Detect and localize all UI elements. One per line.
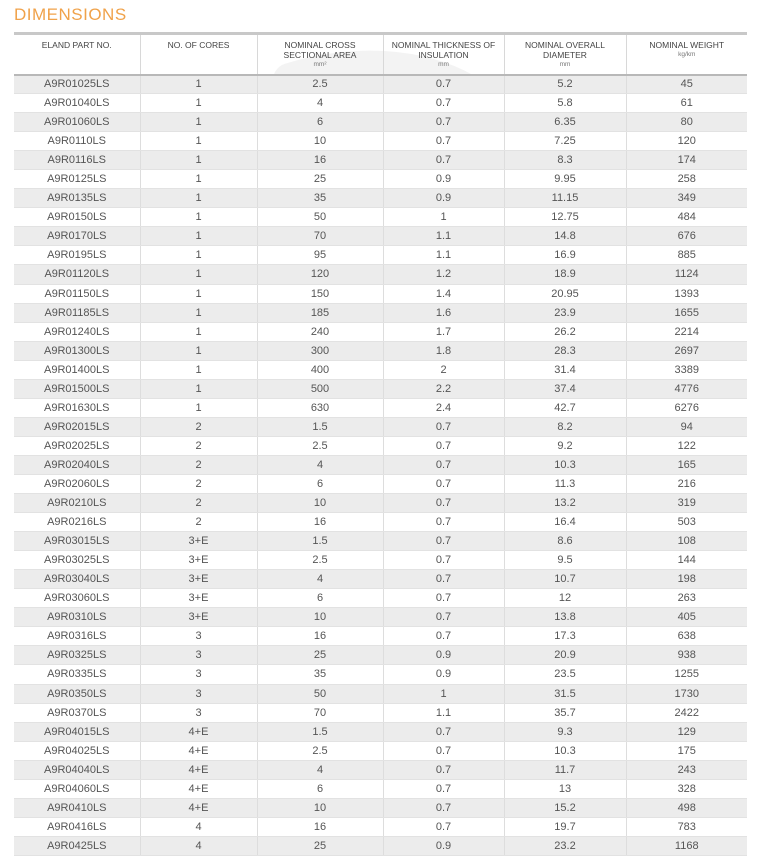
table-row (14, 246, 747, 265)
table-row (14, 189, 747, 208)
part-number-cell: A9R0195LS (14, 246, 140, 265)
cores-cell: 3+E (140, 589, 257, 608)
cross-section-cell: 25 (257, 170, 383, 189)
column-header-part-no: ELAND PART NO. (14, 34, 140, 75)
cores-cell: 3 (140, 665, 257, 684)
diameter-cell: 15.2 (504, 798, 626, 817)
weight-cell: 216 (626, 474, 747, 493)
weight-cell: 676 (626, 227, 747, 246)
cross-section-cell: 2.5 (257, 75, 383, 94)
part-number-cell: A9R0425LS (14, 836, 140, 855)
weight-cell: 258 (626, 170, 747, 189)
insulation-cell: 0.9 (383, 170, 504, 189)
diameter-cell: 11.15 (504, 189, 626, 208)
weight-cell: 144 (626, 551, 747, 570)
part-number-cell: A9R0325LS (14, 646, 140, 665)
table-row (14, 170, 747, 189)
cross-section-cell: 1.5 (257, 417, 383, 436)
diameter-cell: 28.3 (504, 341, 626, 360)
part-number-cell: A9R0125LS (14, 170, 140, 189)
diameter-cell: 16.9 (504, 246, 626, 265)
insulation-cell: 1.7 (383, 322, 504, 341)
part-number-cell: A9R0170LS (14, 227, 140, 246)
diameter-cell: 8.3 (504, 151, 626, 170)
diameter-cell: 35.7 (504, 703, 626, 722)
cores-cell: 4+E (140, 779, 257, 798)
diameter-cell: 18.9 (504, 265, 626, 284)
weight-cell: 1168 (626, 836, 747, 855)
cross-section-cell: 70 (257, 703, 383, 722)
cross-section-cell: 50 (257, 208, 383, 227)
diameter-cell: 11.3 (504, 474, 626, 493)
table-row (14, 455, 747, 474)
part-number-cell: A9R01300LS (14, 341, 140, 360)
cores-cell: 2 (140, 417, 257, 436)
cores-cell: 2 (140, 513, 257, 532)
table-row (14, 208, 747, 227)
insulation-cell: 2.2 (383, 379, 504, 398)
cross-section-cell: 630 (257, 398, 383, 417)
diameter-cell: 13 (504, 779, 626, 798)
diameter-cell: 19.7 (504, 817, 626, 836)
weight-cell: 174 (626, 151, 747, 170)
cross-section-cell: 50 (257, 684, 383, 703)
insulation-cell: 0.7 (383, 436, 504, 455)
insulation-cell: 1.6 (383, 303, 504, 322)
insulation-cell: 0.7 (383, 113, 504, 132)
table-row (14, 760, 747, 779)
part-number-cell: A9R01120LS (14, 265, 140, 284)
diameter-cell: 26.2 (504, 322, 626, 341)
diameter-cell: 9.95 (504, 170, 626, 189)
insulation-cell: 2.4 (383, 398, 504, 417)
weight-cell: 4776 (626, 379, 747, 398)
diameter-cell: 13.8 (504, 608, 626, 627)
column-header-insulation: NOMINAL THICKNESS OF INSULATION mm (383, 34, 504, 75)
table-row (14, 627, 747, 646)
diameter-cell: 8.2 (504, 417, 626, 436)
cross-section-cell: 500 (257, 379, 383, 398)
part-number-cell: A9R04040LS (14, 760, 140, 779)
insulation-cell: 0.7 (383, 75, 504, 94)
insulation-cell: 1.4 (383, 284, 504, 303)
diameter-cell: 10.7 (504, 570, 626, 589)
cross-section-cell: 1.5 (257, 722, 383, 741)
table-row (14, 608, 747, 627)
cross-section-cell: 10 (257, 494, 383, 513)
part-number-cell: A9R0316LS (14, 627, 140, 646)
cores-cell: 1 (140, 379, 257, 398)
insulation-cell: 1 (383, 684, 504, 703)
table-row (14, 94, 747, 113)
cross-section-cell: 185 (257, 303, 383, 322)
table-row (14, 284, 747, 303)
weight-cell: 1393 (626, 284, 747, 303)
cross-section-cell: 10 (257, 608, 383, 627)
table-row (14, 227, 747, 246)
cores-cell: 1 (140, 398, 257, 417)
table-row (14, 398, 747, 417)
part-number-cell: A9R01185LS (14, 303, 140, 322)
cores-cell: 1 (140, 265, 257, 284)
diameter-cell: 14.8 (504, 227, 626, 246)
insulation-cell: 0.7 (383, 532, 504, 551)
table-row (14, 360, 747, 379)
part-number-cell: A9R02015LS (14, 417, 140, 436)
cores-cell: 2 (140, 474, 257, 493)
table-row (14, 513, 747, 532)
part-number-cell: A9R02040LS (14, 455, 140, 474)
cores-cell: 2 (140, 436, 257, 455)
table-row (14, 417, 747, 436)
cores-cell: 1 (140, 113, 257, 132)
cross-section-cell: 2.5 (257, 551, 383, 570)
table-row (14, 646, 747, 665)
cross-section-cell: 2.5 (257, 741, 383, 760)
table-row (14, 532, 747, 551)
part-number-cell: A9R01060LS (14, 113, 140, 132)
weight-cell: 885 (626, 246, 747, 265)
weight-cell: 2697 (626, 341, 747, 360)
table-row (14, 665, 747, 684)
part-number-cell: A9R0416LS (14, 817, 140, 836)
cores-cell: 1 (140, 322, 257, 341)
diameter-cell: 9.3 (504, 722, 626, 741)
cores-cell: 4+E (140, 741, 257, 760)
part-number-cell: A9R0370LS (14, 703, 140, 722)
column-header-weight: NOMINAL WEIGHT kg/km (626, 34, 747, 75)
part-number-cell: A9R01040LS (14, 94, 140, 113)
weight-cell: 405 (626, 608, 747, 627)
cross-section-cell: 16 (257, 151, 383, 170)
dimensions-table (14, 32, 747, 856)
part-number-cell: A9R0135LS (14, 189, 140, 208)
table-row (14, 722, 747, 741)
diameter-cell: 31.4 (504, 360, 626, 379)
cross-section-cell: 4 (257, 570, 383, 589)
table-row (14, 151, 747, 170)
diameter-cell: 37.4 (504, 379, 626, 398)
table-row (14, 75, 747, 94)
cross-section-cell: 120 (257, 265, 383, 284)
diameter-cell: 12 (504, 589, 626, 608)
diameter-cell: 12.75 (504, 208, 626, 227)
cross-section-cell: 240 (257, 322, 383, 341)
cores-cell: 1 (140, 132, 257, 151)
weight-cell: 263 (626, 589, 747, 608)
weight-cell: 638 (626, 627, 747, 646)
cross-section-cell: 70 (257, 227, 383, 246)
diameter-cell: 16.4 (504, 513, 626, 532)
part-number-cell: A9R0335LS (14, 665, 140, 684)
cores-cell: 3 (140, 646, 257, 665)
weight-cell: 3389 (626, 360, 747, 379)
table-row (14, 570, 747, 589)
insulation-cell: 0.7 (383, 608, 504, 627)
insulation-cell: 0.9 (383, 646, 504, 665)
diameter-cell: 10.3 (504, 741, 626, 760)
cores-cell: 1 (140, 94, 257, 113)
cross-section-cell: 4 (257, 455, 383, 474)
cores-cell: 4+E (140, 760, 257, 779)
cross-section-cell: 2.5 (257, 436, 383, 455)
cores-cell: 3 (140, 684, 257, 703)
insulation-cell: 1.1 (383, 703, 504, 722)
cores-cell: 1 (140, 303, 257, 322)
insulation-cell: 0.9 (383, 665, 504, 684)
weight-cell: 783 (626, 817, 747, 836)
cores-cell: 2 (140, 494, 257, 513)
part-number-cell: A9R02025LS (14, 436, 140, 455)
diameter-cell: 7.25 (504, 132, 626, 151)
table-row (14, 798, 747, 817)
insulation-cell: 0.9 (383, 836, 504, 855)
cores-cell: 1 (140, 227, 257, 246)
weight-cell: 503 (626, 513, 747, 532)
part-number-cell: A9R0216LS (14, 513, 140, 532)
insulation-cell: 1.8 (383, 341, 504, 360)
cross-section-cell: 25 (257, 836, 383, 855)
cross-section-cell: 35 (257, 189, 383, 208)
diameter-cell: 20.95 (504, 284, 626, 303)
table-row (14, 303, 747, 322)
part-number-cell: A9R01025LS (14, 75, 140, 94)
cross-section-cell: 35 (257, 665, 383, 684)
cross-section-cell: 300 (257, 341, 383, 360)
cores-cell: 4 (140, 836, 257, 855)
column-header-cores: NO. OF CORES (140, 34, 257, 75)
weight-cell: 175 (626, 741, 747, 760)
diameter-cell: 17.3 (504, 627, 626, 646)
cores-cell: 1 (140, 341, 257, 360)
cross-section-cell: 150 (257, 284, 383, 303)
weight-cell: 938 (626, 646, 747, 665)
cores-cell: 1 (140, 170, 257, 189)
insulation-cell: 2 (383, 360, 504, 379)
part-number-cell: A9R04015LS (14, 722, 140, 741)
diameter-cell: 13.2 (504, 494, 626, 513)
weight-cell: 120 (626, 132, 747, 151)
insulation-cell: 0.7 (383, 798, 504, 817)
insulation-cell: 0.7 (383, 494, 504, 513)
diameter-cell: 5.2 (504, 75, 626, 94)
weight-cell: 2422 (626, 703, 747, 722)
cores-cell: 4 (140, 817, 257, 836)
cross-section-cell: 10 (257, 798, 383, 817)
table-row (14, 322, 747, 341)
insulation-cell: 0.7 (383, 570, 504, 589)
diameter-cell: 20.9 (504, 646, 626, 665)
weight-cell: 165 (626, 455, 747, 474)
part-number-cell: A9R0150LS (14, 208, 140, 227)
insulation-cell: 0.7 (383, 455, 504, 474)
weight-cell: 1255 (626, 665, 747, 684)
cores-cell: 1 (140, 151, 257, 170)
insulation-cell: 1.2 (383, 265, 504, 284)
diameter-cell: 9.5 (504, 551, 626, 570)
table-row (14, 589, 747, 608)
insulation-cell: 0.7 (383, 722, 504, 741)
table-row (14, 379, 747, 398)
insulation-cell: 0.7 (383, 551, 504, 570)
insulation-cell: 0.7 (383, 589, 504, 608)
insulation-cell: 0.7 (383, 760, 504, 779)
weight-cell: 122 (626, 436, 747, 455)
cores-cell: 3+E (140, 608, 257, 627)
cores-cell: 1 (140, 208, 257, 227)
weight-cell: 349 (626, 189, 747, 208)
weight-cell: 328 (626, 779, 747, 798)
diameter-cell: 23.9 (504, 303, 626, 322)
diameter-cell: 23.5 (504, 665, 626, 684)
header-row (14, 34, 747, 75)
insulation-cell: 0.7 (383, 513, 504, 532)
weight-cell: 94 (626, 417, 747, 436)
part-number-cell: A9R0116LS (14, 151, 140, 170)
diameter-cell: 42.7 (504, 398, 626, 417)
diameter-cell: 5.8 (504, 94, 626, 113)
cores-cell: 4+E (140, 798, 257, 817)
cross-section-cell: 6 (257, 113, 383, 132)
insulation-cell: 0.7 (383, 151, 504, 170)
weight-cell: 1730 (626, 684, 747, 703)
diameter-cell: 10.3 (504, 455, 626, 474)
weight-cell: 484 (626, 208, 747, 227)
weight-cell: 108 (626, 532, 747, 551)
weight-cell: 129 (626, 722, 747, 741)
part-number-cell: A9R0310LS (14, 608, 140, 627)
column-header-diameter: NOMINAL OVERALL DIAMETER mm (504, 34, 626, 75)
part-number-cell: A9R03025LS (14, 551, 140, 570)
part-number-cell: A9R01500LS (14, 379, 140, 398)
part-number-cell: A9R03040LS (14, 570, 140, 589)
table-row (14, 132, 747, 151)
cores-cell: 1 (140, 246, 257, 265)
cross-section-cell: 6 (257, 589, 383, 608)
table-row (14, 836, 747, 855)
diameter-cell: 6.35 (504, 113, 626, 132)
insulation-cell: 0.7 (383, 94, 504, 113)
insulation-cell: 0.7 (383, 474, 504, 493)
cross-section-cell: 16 (257, 513, 383, 532)
part-number-cell: A9R0350LS (14, 684, 140, 703)
cross-section-cell: 6 (257, 474, 383, 493)
table-row (14, 436, 747, 455)
insulation-cell: 0.7 (383, 132, 504, 151)
table-row (14, 551, 747, 570)
part-number-cell: A9R0410LS (14, 798, 140, 817)
cores-cell: 1 (140, 75, 257, 94)
part-number-cell: A9R01630LS (14, 398, 140, 417)
cross-section-cell: 1.5 (257, 532, 383, 551)
table-row (14, 113, 747, 132)
cores-cell: 1 (140, 360, 257, 379)
cross-section-cell: 16 (257, 817, 383, 836)
table-row (14, 703, 747, 722)
table-body (14, 75, 747, 856)
weight-cell: 6276 (626, 398, 747, 417)
weight-cell: 319 (626, 494, 747, 513)
part-number-cell: A9R0210LS (14, 494, 140, 513)
table-row (14, 684, 747, 703)
weight-cell: 243 (626, 760, 747, 779)
cores-cell: 3+E (140, 551, 257, 570)
part-number-cell: A9R01400LS (14, 360, 140, 379)
cores-cell: 3+E (140, 570, 257, 589)
part-number-cell: A9R04060LS (14, 779, 140, 798)
weight-cell: 2214 (626, 322, 747, 341)
table-row (14, 779, 747, 798)
weight-cell: 1124 (626, 265, 747, 284)
weight-cell: 61 (626, 94, 747, 113)
cores-cell: 3 (140, 703, 257, 722)
insulation-cell: 1.1 (383, 227, 504, 246)
column-header-cross-section: NOMINAL CROSS SECTIONAL AREA mm² (257, 34, 383, 75)
cross-section-cell: 400 (257, 360, 383, 379)
cross-section-cell: 25 (257, 646, 383, 665)
table-row (14, 265, 747, 284)
diameter-cell: 9.2 (504, 436, 626, 455)
insulation-cell: 0.9 (383, 189, 504, 208)
cores-cell: 1 (140, 284, 257, 303)
cores-cell: 2 (140, 455, 257, 474)
table-row (14, 817, 747, 836)
diameter-cell: 8.6 (504, 532, 626, 551)
diameter-cell: 11.7 (504, 760, 626, 779)
cross-section-cell: 16 (257, 627, 383, 646)
page-title: DIMENSIONS (14, 5, 127, 24)
part-number-cell: A9R01240LS (14, 322, 140, 341)
insulation-cell: 1 (383, 208, 504, 227)
cross-section-cell: 4 (257, 760, 383, 779)
cross-section-cell: 95 (257, 246, 383, 265)
part-number-cell: A9R04025LS (14, 741, 140, 760)
weight-cell: 45 (626, 75, 747, 94)
insulation-cell: 0.7 (383, 417, 504, 436)
diameter-cell: 23.2 (504, 836, 626, 855)
weight-cell: 198 (626, 570, 747, 589)
part-number-cell: A9R03015LS (14, 532, 140, 551)
table-row (14, 474, 747, 493)
diameter-cell: 31.5 (504, 684, 626, 703)
insulation-cell: 1.1 (383, 246, 504, 265)
weight-cell: 80 (626, 113, 747, 132)
part-number-cell: A9R03060LS (14, 589, 140, 608)
part-number-cell: A9R0110LS (14, 132, 140, 151)
insulation-cell: 0.7 (383, 741, 504, 760)
cross-section-cell: 4 (257, 94, 383, 113)
insulation-cell: 0.7 (383, 779, 504, 798)
cross-section-cell: 10 (257, 132, 383, 151)
table-row (14, 741, 747, 760)
cross-section-cell: 6 (257, 779, 383, 798)
cores-cell: 3+E (140, 532, 257, 551)
cores-cell: 3 (140, 627, 257, 646)
weight-cell: 1655 (626, 303, 747, 322)
cores-cell: 4+E (140, 722, 257, 741)
insulation-cell: 0.7 (383, 817, 504, 836)
table-row (14, 341, 747, 360)
part-number-cell: A9R02060LS (14, 474, 140, 493)
cores-cell: 1 (140, 189, 257, 208)
weight-cell: 498 (626, 798, 747, 817)
table-row (14, 494, 747, 513)
part-number-cell: A9R01150LS (14, 284, 140, 303)
insulation-cell: 0.7 (383, 627, 504, 646)
